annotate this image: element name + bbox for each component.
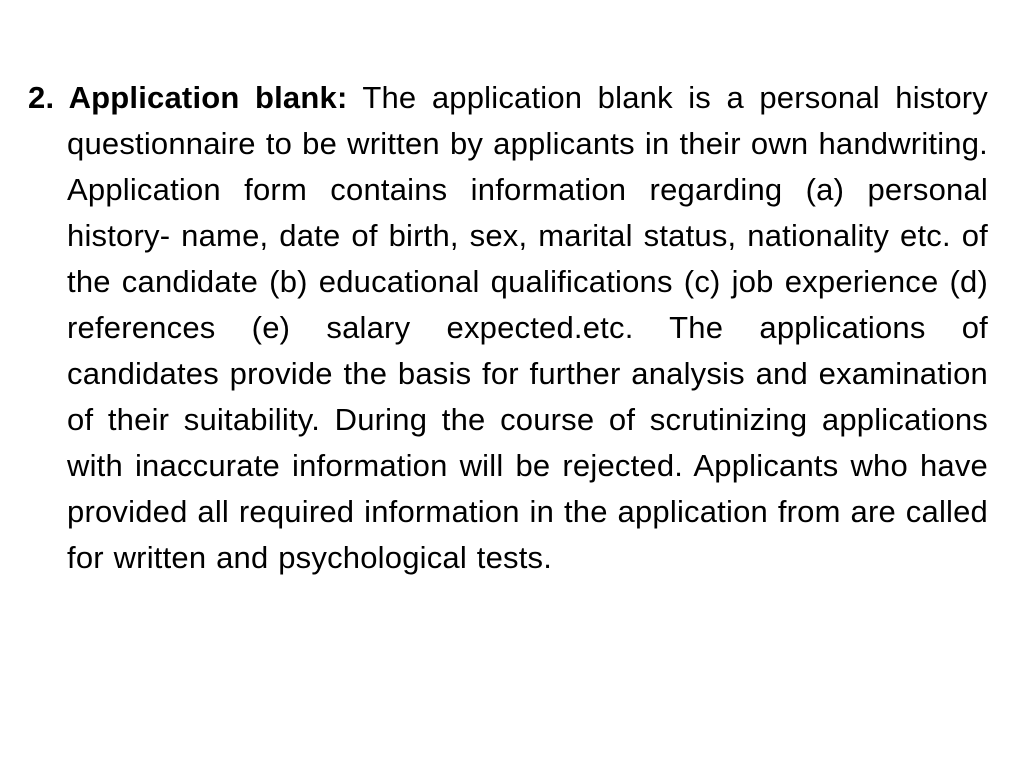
point-body: The application blank is a personal history questionnaire to be written by applicants in their own handwriting. Application form contains information regarding (a) personal history- name, date of birth, sex, marital status, nationality etc. of the candidate (b) educational qualifications (c) job experience (d) references (e) salary expected.etc. The applications of candidates provide the basis for further analysis and examination of their suitability. During the course of scrutinizing applications with inaccurate information will be rejected. Applicants who have provided all required information in the application from are called for written and psychological tests. — [67, 80, 988, 575]
point-number: 2. — [28, 80, 55, 115]
point-heading: Application blank: — [68, 80, 348, 115]
numbered-paragraph — [28, 75, 988, 581]
